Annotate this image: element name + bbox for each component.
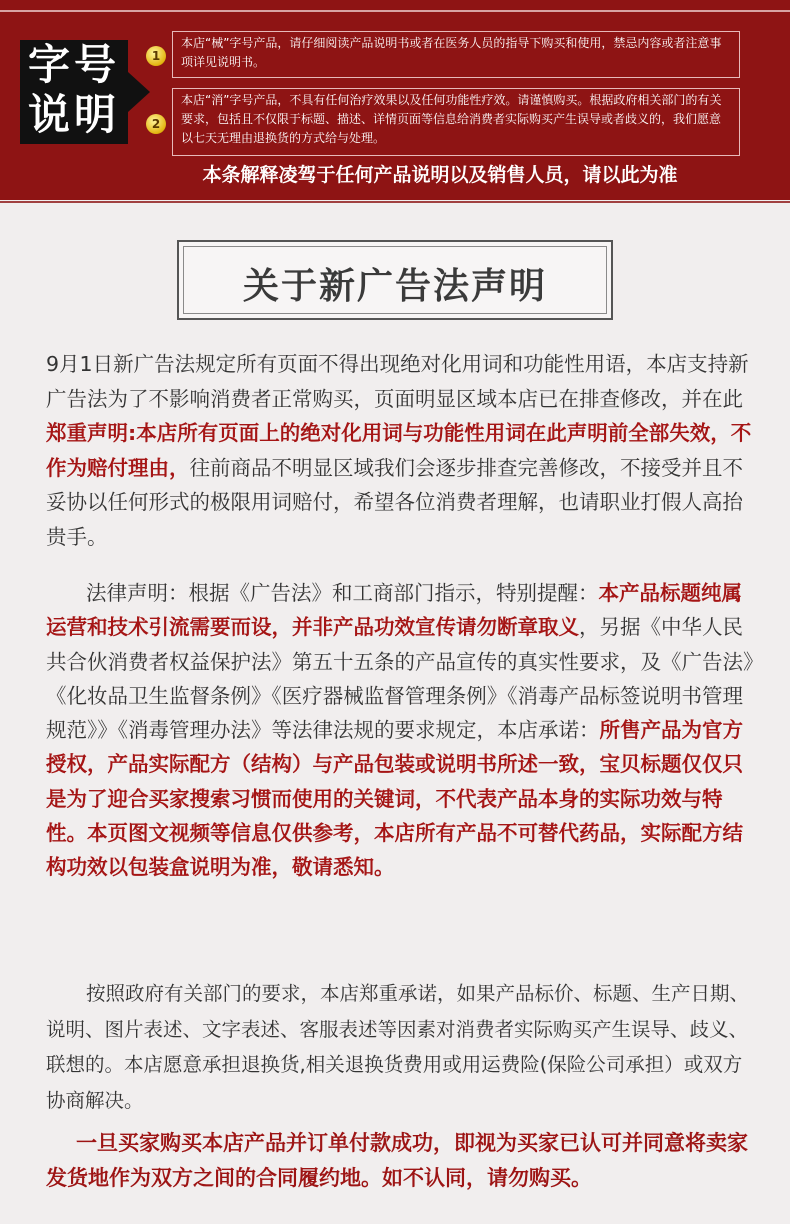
notice-2: 本店“消”字号产品，不具有任何治疗效果以及任何功能性疗效。请谨慎购买。根据政府相关部门的有关要求，包括且不仅限于标题、描述、详情页面等信息给消费者实际购买产生误导或者歧义的，我们愿意以七天无理由退换货的方式给与处理。	[172, 88, 740, 156]
marker-1-icon: 1	[146, 46, 166, 66]
contract-text: 一旦买家购买本店产品并订单付款成功，即视为买家已认可并同意将卖家发货地作为双方之间的合同履约地。如不认同，请勿购买。	[46, 1131, 748, 1190]
paragraph-commitment	[46, 976, 758, 1118]
legal-text-2: ，另据《中华人民共合伙消费者权益保护法》第五十五条的产品宣传的真实性要求，及《广告法》《化妆品卫生监督条例》《医疗器械监督管理条例》《消毒产品标签说明书管理规范》》《消毒管理办法》等法律法规的要求规定，本店承诺：	[46, 615, 754, 743]
page-title: 关于新广告法声明	[242, 266, 547, 307]
badge-arrow-icon	[128, 72, 150, 112]
banner-footer: 本条解释凌驾于任何产品说明以及销售人员，请以此为准	[202, 164, 678, 186]
commitment-text: 按照政府有关部门的要求，本店郑重承诺，如果产品标价、标题、生产日期、说明、图片表述、文字表述、客服表述等因素对消费者实际购买产生误导、歧义、联想的。本店愿意承担退换货,相关退换货费用或用运费险(保险公司承担）或双方协商解决。	[46, 982, 750, 1112]
badge-line-2: 说明	[27, 90, 120, 139]
legal-text-1: 法律声明：根据《广告法》和工商部门指示，特别提醒：	[86, 581, 599, 605]
banner-bottom-rule	[0, 201, 790, 203]
legal-highlight-2: 所售产品为官方授权，产品实际配方（结构）与产品包装或说明书所述一致，宝贝标题仅仅只是为了迎合买家搜索习惯而使用的关键词，不代表产品本身的实际功效与特性。本页图文视频等信息仅供参考，本店所有产品不可替代药品，实际配方结构功效以包装盒说明为准，敬请悉知。	[46, 718, 743, 880]
paragraph-legal-statement	[46, 576, 758, 885]
ad-law-highlight: 郑重声明:本店所有页面上的绝对化用词与功能性用词在此声明前全部失效，不作为赔付理由，	[46, 421, 752, 480]
marker-2-icon: 2	[146, 114, 166, 134]
ad-law-text-2: 往前商品不明显区域我们会逐步排查完善修改，不接受并且不妥协以任何形式的极限用词赔付，希望各位消费者理解，也请职业打假人高抬贵手。	[46, 455, 743, 549]
notice-1: 本店“械”字号产品，请仔细阅读产品说明书或者在医务人员的指导下购买和使用，禁忌内容或者注意事项详见说明书。	[172, 31, 740, 78]
badge-line-1: 字号	[27, 40, 120, 89]
label-badge	[20, 40, 128, 144]
title-box	[177, 240, 613, 320]
banner-top-rule	[0, 10, 790, 12]
ad-law-text-1: 9月1日新广告法规定所有页面不得出现绝对化用词和功能性用语，本店支持新广告法为了不影响消费者正常购买，页面明显区域本店已在排查修改，并在此	[46, 352, 749, 411]
legal-highlight-1: 本产品标题纯属运营和技术引流需要而设，并非产品功效宣传请勿断章取义	[46, 581, 742, 640]
paragraph-contract-location	[46, 1126, 758, 1196]
header-banner	[0, 0, 790, 200]
paragraph-ad-law	[46, 347, 758, 554]
